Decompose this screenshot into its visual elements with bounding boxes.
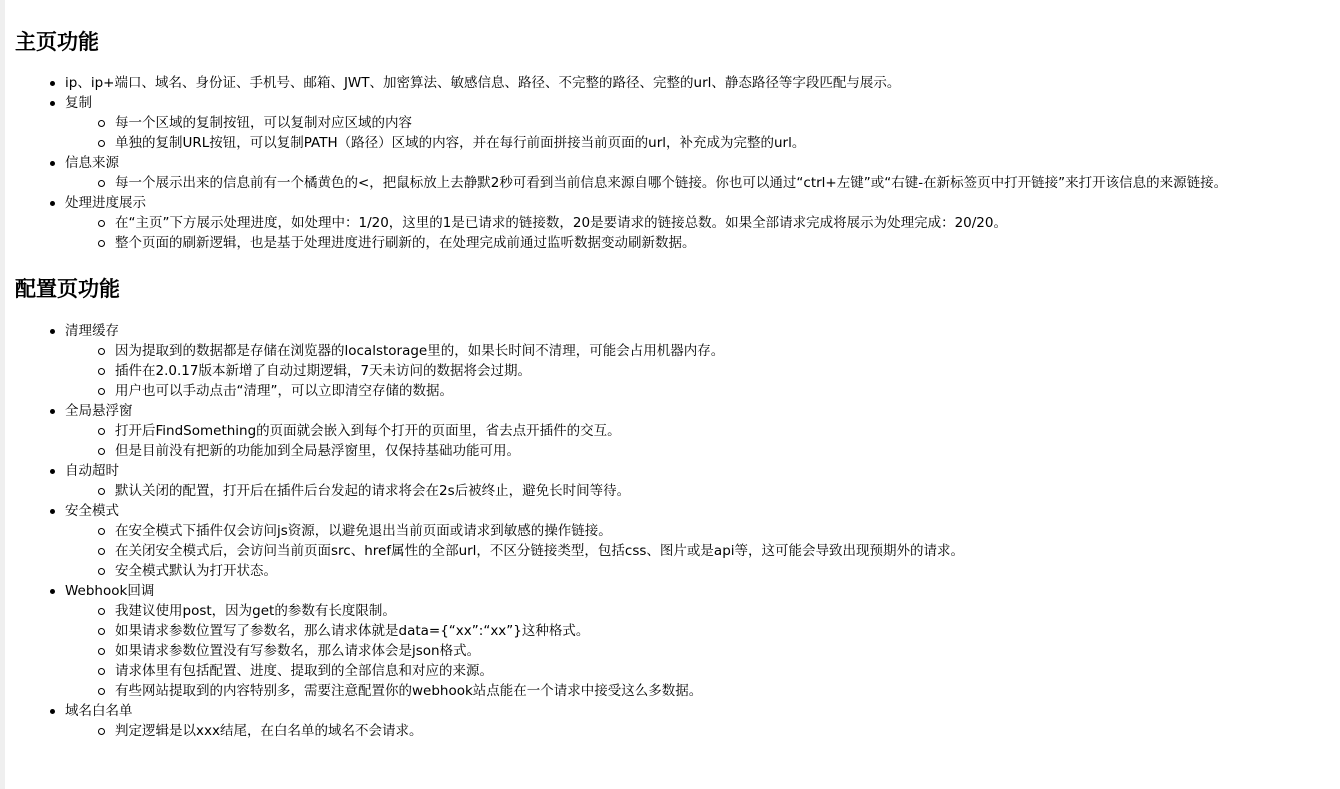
sub-list-item: 如果请求参数位置写了参数名，那么请求体就是data={“xx”:“xx”}这种格式。 <box>0 621 1340 641</box>
list-item: 自动超时 <box>0 461 1340 481</box>
section-heading-home: 主页功能 <box>15 30 99 54</box>
sub-list-item: 因为提取到的数据都是存储在浏览器的localstorage里的，如果长时间不清理，可能会占用机器内存。 <box>0 341 1340 361</box>
sub-list-item: 请求体里有包括配置、进度、提取到的全部信息和对应的来源。 <box>0 661 1340 681</box>
sub-list-item: 安全模式默认为打开状态。 <box>0 561 1340 581</box>
list-item: 清理缓存 <box>0 321 1340 341</box>
sub-list-item: 有些网站提取到的内容特别多，需要注意配置你的webhook站点能在一个请求中接受这么多数据。 <box>0 681 1340 701</box>
sub-list-item: 打开后FindSomething的页面就会嵌入到每个打开的页面里，省去点开插件的交互。 <box>0 421 1340 441</box>
list-item: ip、ip+端口、域名、身份证、手机号、邮箱、JWT、加密算法、敏感信息、路径、不完整的路径、完整的url、静态路径等字段匹配与展示。 <box>0 73 1340 93</box>
sub-list-item: 我建议使用post，因为get的参数有长度限制。 <box>0 601 1340 621</box>
sub-list-item: 每一个区域的复制按钮，可以复制对应区域的内容 <box>0 113 1340 133</box>
list-item: 信息来源 <box>0 153 1340 173</box>
sub-list-item: 默认关闭的配置，打开后在插件后台发起的请求将会在2s后被终止，避免长时间等待。 <box>0 481 1340 501</box>
list-item: 全局悬浮窗 <box>0 401 1340 421</box>
list-item: 复制 <box>0 93 1340 113</box>
list-item: Webhook回调 <box>0 581 1340 601</box>
section-heading-config: 配置页功能 <box>15 277 120 301</box>
list-item: 安全模式 <box>0 501 1340 521</box>
sub-list-item: 单独的复制URL按钮，可以复制PATH（路径）区域的内容，并在每行前面拼接当前页面的url，补充成为完整的url。 <box>0 133 1340 153</box>
sub-list-item: 如果请求参数位置没有写参数名，那么请求体会是json格式。 <box>0 641 1340 661</box>
sub-list-item: 用户也可以手动点击“清理”，可以立即清空存储的数据。 <box>0 381 1340 401</box>
list-item: 处理进度展示 <box>0 193 1340 213</box>
sub-list-item: 在安全模式下插件仅会访问js资源，以避免退出当前页面或请求到敏感的操作链接。 <box>0 521 1340 541</box>
list-item: 域名白名单 <box>0 701 1340 721</box>
sub-list-item: 但是目前没有把新的功能加到全局悬浮窗里，仅保持基础功能可用。 <box>0 441 1340 461</box>
sub-list-item: 每一个展示出来的信息前有一个橘黄色的<，把鼠标放上去静默2秒可看到当前信息来源自哪个链接。你也可以通过“ctrl+左键”或“右键-在新标签页中打开链接”来打开该信息的来源链接。 <box>0 173 1340 193</box>
sub-list-item: 插件在2.0.17版本新增了自动过期逻辑，7天未访问的数据将会过期。 <box>0 361 1340 381</box>
sub-list-item: 整个页面的刷新逻辑，也是基于处理进度进行刷新的，在处理完成前通过监听数据变动刷新数据。 <box>0 233 1340 253</box>
sub-list-item: 判定逻辑是以xxx结尾，在白名单的域名不会请求。 <box>0 721 1340 741</box>
home-feature-list <box>0 73 1340 253</box>
sub-list-item: 在“主页”下方展示处理进度，如处理中：1/20，这里的1是已请求的链接数，20是要请求的链接总数。如果全部请求完成将展示为处理完成：20/20。 <box>0 213 1340 233</box>
config-feature-list <box>0 321 1340 741</box>
sub-list-item: 在关闭安全模式后，会访问当前页面src、href属性的全部url，不区分链接类型，包括css、图片或是api等，这可能会导致出现预期外的请求。 <box>0 541 1340 561</box>
